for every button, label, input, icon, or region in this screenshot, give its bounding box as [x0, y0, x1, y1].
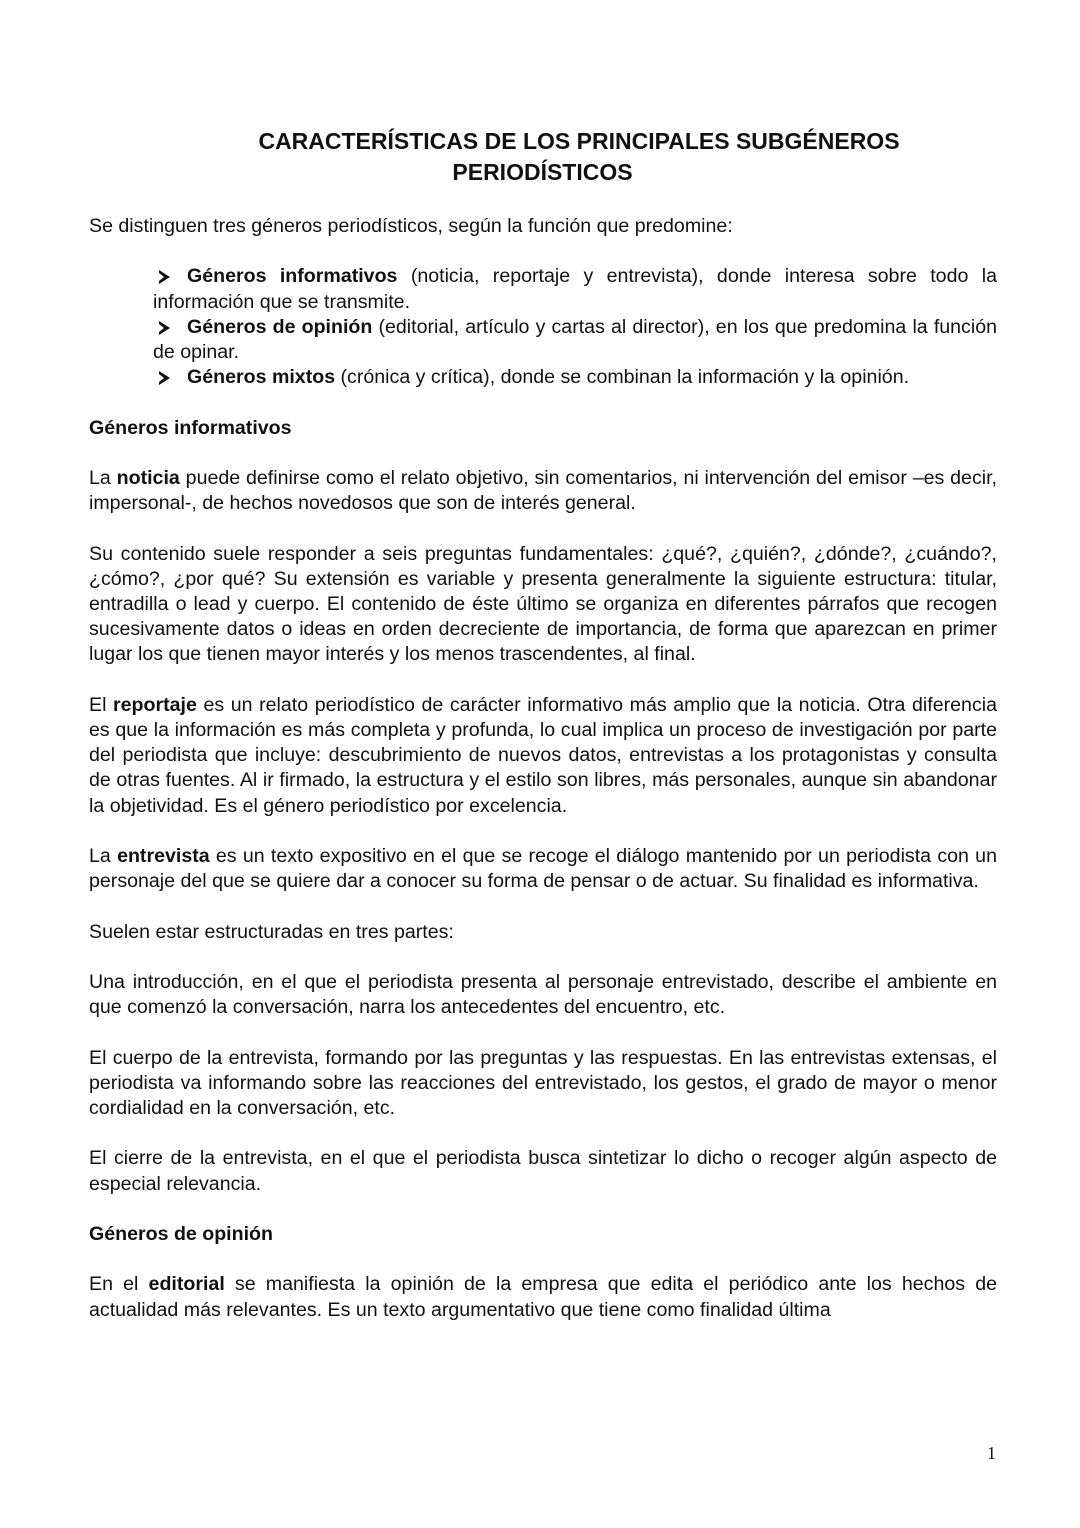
section-heading-informativos: Géneros informativos	[89, 416, 292, 439]
paragraph-entrevista-introduccion: Una introducción, en el que el periodista presenta al personaje entrevistado, describe el ambiente en que comenzó la conversación, narra los antecedentes del encuentro, etc.	[89, 970, 997, 1019]
genres-list	[89, 264, 997, 390]
page-title	[0, 126, 1080, 188]
text-run: es un texto expositivo en el que se recoge el diálogo mantenido por un periodista con un personaje del que se quiere dar a conocer su forma de pensar o de actuar. Su finalidad es informativa.	[89, 844, 997, 893]
paragraph-entrevista	[89, 844, 997, 894]
term-entrevista: entrevista	[117, 844, 210, 867]
text-run: es un relato periodístico de carácter informativo más amplio que la noticia. Otra diferencia es que la información es más completa y profunda, lo cual implica un proceso de investigación por parte del periodista que incluye: descubrimiento de nuevos datos, entrevistas a los protagonistas y consulta de otras fuentes. Al ir firmado, la estructura y el estilo son libres, más personales, aunque sin abandonar la objetividad. Es el género periodístico por excelencia.	[89, 693, 997, 817]
paragraph-editorial	[89, 1272, 997, 1322]
paragraph-entrevista-partes: Suelen estar estructuradas en tres partes:	[89, 920, 454, 943]
genre-description: (editorial, artículo y cartas al director), en los que predomina la función de opinar.	[153, 315, 998, 363]
genre-description: (crónica y crítica), donde se combinan la información y la opinión.	[335, 366, 910, 389]
list-item-informativos	[153, 264, 997, 314]
text-run: La	[89, 844, 118, 867]
term-reportaje: reportaje	[113, 693, 197, 716]
arrow-bullet-icon	[159, 270, 170, 284]
list-item-opinion	[153, 315, 997, 365]
title-line-1: CARACTERÍSTICAS DE LOS PRINCIPALES SUBGÉNEROS	[258, 128, 900, 154]
text-run: se manifiesta la opinión de la empresa que edita el periódico ante los hechos de actualidad más relevantes. Es un texto argumentativo que tiene como finalidad última	[89, 1273, 997, 1321]
title-line-2: PERIODÍSTICOS	[452, 159, 633, 185]
term-editorial: editorial	[148, 1273, 225, 1296]
paragraph-noticia	[89, 466, 997, 516]
text-run: El	[89, 693, 114, 716]
paragraph-noticia-contenido: Su contenido suele responder a seis preguntas fundamentales: ¿qué?, ¿quién?, ¿dónde?, ¿cuándo?, ¿cómo?, ¿por qué? Su extensión es variable y presenta generalmente la siguiente estructura: titular, entradilla o lead y cuerpo. El contenido de éste último se organiza en diferentes párrafos que recogen sucesivamente datos o ideas en orden decreciente de importancia, de forma que aparezcan en primer lugar los que tienen mayor interés y los menos trascendentes, al final.	[89, 542, 997, 666]
intro-paragraph: Se distinguen tres géneros periodísticos, según la función que predomine:	[89, 215, 733, 237]
genre-description: (noticia, reportaje y entrevista), donde interesa sobre todo la información que se transmite.	[153, 265, 997, 313]
genre-name: Géneros mixtos	[187, 366, 336, 389]
genre-name: Géneros informativos	[187, 265, 398, 288]
term-noticia: noticia	[116, 466, 180, 489]
page-number: 1	[987, 1443, 996, 1463]
list-item-mixtos	[153, 365, 997, 390]
text-run: puede definirse como el relato objetivo, sin comentarios, ni intervención del emisor –es decir, impersonal-, de hechos novedosos que son de interés general.	[89, 466, 997, 515]
document-body	[89, 214, 997, 1348]
text-run: La	[89, 466, 117, 489]
paragraph-reportaje	[89, 693, 997, 819]
genre-name: Géneros de opinión	[187, 315, 373, 338]
paragraph-entrevista-cuerpo: El cuerpo de la entrevista, formando por las preguntas y las respuestas. En las entrevistas extensas, el periodista va informando sobre las reacciones del entrevistado, los gestos, el grado de mayor o menor cordialidad en la conversación, etc.	[89, 1046, 997, 1119]
text-run: En el	[89, 1273, 149, 1296]
paragraph-entrevista-cierre: El cierre de la entrevista, en el que el periodista busca sintetizar lo dicho o recoger algún aspecto de especial relevancia.	[89, 1147, 997, 1195]
section-heading-opinion: Géneros de opinión	[89, 1222, 273, 1245]
arrow-bullet-icon	[159, 321, 170, 335]
arrow-bullet-icon	[159, 371, 170, 385]
